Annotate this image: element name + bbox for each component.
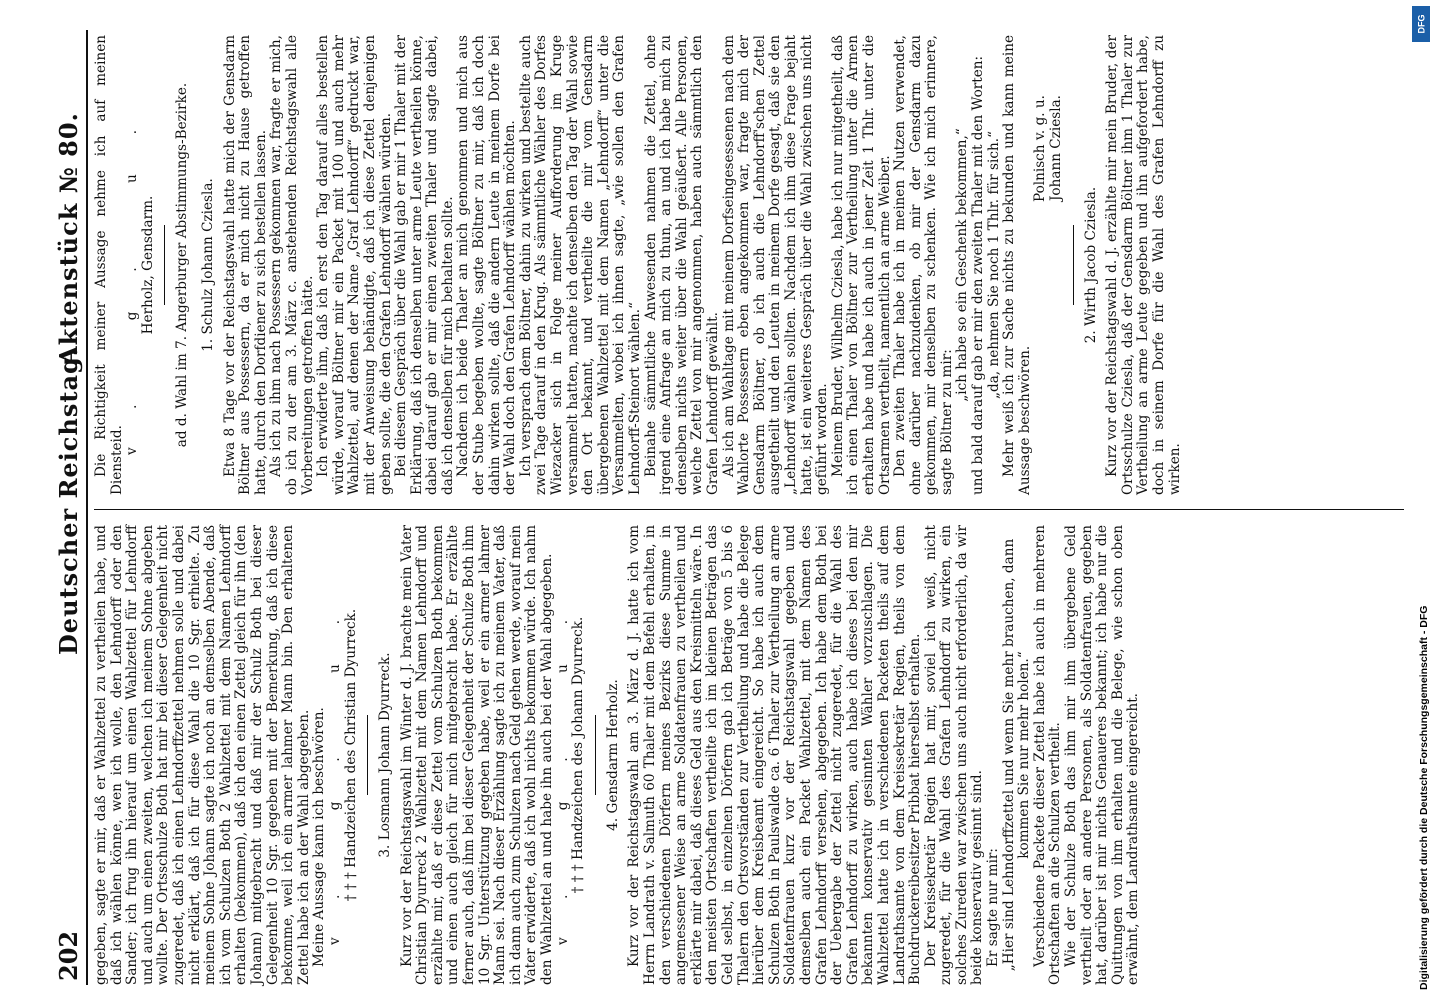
header-rule — [86, 30, 88, 985]
dfg-logo — [1412, 6, 1430, 42]
signature: † † † Handzeichen des Christian Dyurreck. — [342, 608, 359, 902]
page-number: 202 — [54, 930, 83, 981]
vgu-mark: v. g. u. — [124, 89, 141, 455]
quotation: „Hier sind Lehndorffzettel und wenn Sie mehr brauchen, dann kommen Sie nur mehr holen.“ — [1000, 538, 1033, 972]
paragraph: und bald darauf gab er mir den zweiten Thaler mit den Worten: — [970, 55, 987, 495]
paragraph: Beinahe sämmtliche Anwesenden nahmen die Zettel, ohne irgend eine Anfrage an mich zu thun, an und ich habe mich zu denselben nichts weiter über die Wahl geäußert. Alle Personen, welche Zettel von mir angenommen, haben auch sämmtlich den Grafen Lehndorff gewählt. — [642, 35, 721, 495]
separator — [164, 225, 165, 305]
signature: Herholz, Gensdarm. — [139, 195, 156, 335]
paragraph: Als ich zu ihm nach Possessern gekommen war, fragte er mich, ob ich zu der am 3. März c. anstehenden Reichstagswahl alle Vorbereitungen getroffen hätte. — [268, 35, 316, 495]
paragraph: Meine Aussage kann ich beschwören. — [311, 707, 328, 967]
paragraph: Nachdem ich beide Thaler an mich genommen und mich aus der Stube begeben wollte, sagte Böltner zu mir, daß ich doch dahin wirken sollte, daß die andern Leute in meinem Dorfe bei der Wahl doch den Grafen Lehndorff wählen möchten. — [455, 35, 519, 495]
paragraph: Bei diesem Gespräch über die Wahl gab er mir 1 Thaler mit der Erklärung, daß ich denselben unter arme Leute vertheilen könne, dabei darauf gab er mir einen zweiten Thaler und sagte dabei, daß ich denselben für mich behalten sollte. — [393, 35, 456, 495]
paragraph: Als ich am Wahltage mit meinem Dorfseingesessenen nach dem Wahlorte Possessern eben angekommen war, fragte mich der Gensdarm Böltner, ob ich auch die Lehndorff'schen Zettel ausgetheilt und den Leuten in meinem Dorfe gesagt, daß sie den „Lehndorff wählen sollten. Nachdem ich ihm diese Frage bejaht hatte, ist ein weiteres Gespräch über die Wahl zwischen uns nicht geführt worden. — [720, 35, 831, 495]
signature-note: Polnisch v. g. u. — [1032, 95, 1049, 203]
paragraph: Etwa 8 Tage vor der Reichstagswahl hatte mich der Gensdarm Böltner aus Possessern, da er mich nicht zu Hause getroffen hatte, durch den Dorfdiener zu sich bestellen lassen. — [221, 35, 269, 495]
paragraph: Kurz vor der Reichstagswahl d. J. erzählte mir mein Bruder, der Ortsschulze Cziesla, daß der Gensdarm Böltner ihm 1 Thaler zur Vertheilung an arme Leute gegeben und ihn aufgefordert habe, doch in seinem Dorfe für die Wahl des Grafen Lehndorff zu wirken. — [1104, 35, 1183, 495]
left-column — [94, 525, 1142, 985]
dfg-logo-text: DFG — [1416, 14, 1426, 34]
vgu-mark: v. g. u. — [554, 579, 571, 945]
paragraph: Verschiedene Packete dieser Zettel habe ich auch in mehreren Ortschaften an die Schulzen vertheilt. — [1031, 525, 1064, 985]
separator — [595, 715, 596, 795]
quotation: „da, nehmen Sie noch 1 Thlr. für sich.“ — [985, 130, 1002, 400]
separator — [1073, 225, 1074, 305]
signature: † † † Handzeichen des Johann Dyurreck. — [570, 616, 587, 894]
paragraph: Den zweiten Thaler habe ich in meinen Nutzen verwendet, ohne darüber nachzudenken, ob mir der Gensdarm dazu gekommen, mir denselben zu schenken. Wie ich mich erinnere, sagte Böltner zu mir: — [892, 35, 955, 495]
dfg-notice: Digitalisierung gefördert durch die Deutsche Forschungsgemeinschaft - DFG — [1418, 605, 1430, 990]
paragraph: gegeben, sagte er mir, daß er Wahlzettel zu vertheilen habe, und daß ich wählen könne, wen ich wolle, den Lehndorff oder den Sander; ich frug ihn hierauf um einen Wahlzettel für Lehndorff und auch um einen zweiten, welchen ich meinem Sohne abgeben wollte. Der Ortsschulze Both hat mir bei dieser Gelegenheit nicht zugeredet, daß ich einen Lehndorffzettel nehmen solle und dabei nicht erklärt, daß ich für diese Wahl die 10 Sgr. erhielte. Zu meinem Sohne Johann sagte ich noch an demselben Abende, daß ich vom Schulzen Both 2 Wahlzettel mit dem Namen Lehndorff erhalten (bekommen), daß ich den einen Zettel gleich für ihn (den Johann) mitgebracht und daß mir der Schulz Both bei dieser Gelegenheit 10 Sgr. gegeben mit der Bemerkung, daß ich diese bekomme, weil ich ein armer lahmer Mann bin. Den erhaltenen Zettel habe ich an der Wahl abgegeben. — [93, 525, 312, 985]
running-title-left: Deutscher Reichstag. — [54, 346, 83, 655]
paragraph: Kurz vor der Reichstagswahl im Winter d. J. brachte mein Vater Christian Dyurreck 2 Wahlzettel mit dem Namen Lehndorff und erzählte mir, daß er diese Zettel vom Schulzen Both bekommen und einen auch gleich für mich mitgebracht habe. Er erzählte ferner auch, daß ihm bei dieser Gelegenheit der Schulze Both ihm 10 Sgr. Unterstützung gegeben habe, weil er ein armer lahmer Mann sei. Nach dieser Erzählung sagte ich zu meinem Vater, daß ich dann auch zum Schulzen nach Geld gehen werde, worauf mein Vater erwiderte, daß ich wohl nichts bekommen würde. Ich nahm den Wahlzettel an und habe ihn auch bei der Wahl abgegeben. — [398, 525, 556, 985]
section-heading: ad d. Wahl im 7. Angerburger Abstimmungs-Bezirke. — [174, 82, 191, 448]
paragraph: Wie der Schulze Both das ihm mir ihm übergebene Geld vertheilt oder an andere Personen, als Soldatenfrauen, gegeben hat, darüber ist mir nichts Genaueres bekannt; ich habe nur die Quittungen von ihm erhalten und die Belege, wie schon oben erwähnt, dem Landrathsamte eingereicht. — [1063, 525, 1142, 985]
paragraph: Mehr weiß ich zur Sache nichts zu bekunden und kann meine Aussage beschwören. — [1001, 35, 1033, 495]
separator — [367, 715, 368, 795]
vgu-mark: v. g. u. — [326, 579, 343, 945]
section-heading: 4. Gensdarm Herholz. — [604, 679, 621, 831]
column-rule — [94, 509, 1404, 510]
paragraph: Meinem Bruder, Wilhelm Cziesla, habe ich nur mitgetheilt, daß ich einen Thaler von Böltner zur Vertheilung unter die Armen erhalten habe und habe ich auch in jener Zeit 1 Thlr. unter die Ortsarmen vertheilt, namentlich an arme Weiber. — [829, 35, 893, 495]
section-heading: 3. Losmann Johann Dyurreck. — [377, 652, 394, 858]
paragraph: Ich versprach dem Böltner, dahin zu wirken und bestellte auch zwei Tage darauf in den Krug. Als sämmtliche Wähler des Dorfes Wiezacker sich in Folge meiner Aufforderung im Kruge versammelt hatten, machte ich denselben den Tag der Wahl sowie den Ort bekannt, und vertheilte die mir vom Gensdarm übergebenen Wahlzettel mit dem Namen „Lehndorff“ unter die Versammelten, wobei ich ihnen sagte, „wie sollen den Grafen Lehndorff-Steinort wählen.“ — [517, 35, 643, 495]
signature: Johann Cziesla. — [1048, 95, 1065, 202]
paragraph: Die Richtigkeit meiner Aussage nehme ich auf meinen Diensteid. — [93, 35, 125, 495]
page-header — [48, 25, 90, 985]
running-title-right: Aktenstück № 80. — [54, 112, 83, 365]
rotated-page-content — [48, 25, 1413, 985]
right-column — [94, 35, 1183, 495]
paragraph: Er sagte nur mir: — [985, 848, 1002, 967]
paragraph: Kurz vor der Reichstagswahl am 3. März d. J. hatte ich vom Herrn Landrath v. Salmuth 60 Thaler mit dem Befehl erhalten, in den verschiedenen Dörfern meines Bezirks diese Summe in angemessener Weise an arme Soldatenfrauen zu vertheilen und erklärte mir dabei, daß dieses Geld aus den Kreismitteln wäre. In den meisten Ortschaften vertheilte ich im kleinen Beträgen das Geld selbst, in einzelnen Dörfern gab ich Beträge von 5 bis 6 Thalern den Ortsvorständen zur Vertheilung und habe die Belege hierüber dem Kreisbeamt eingereicht. So habe ich auch dem Schulzen Both in Paulswalde ca. 6 Thaler zur Vertheilung an arme Soldatenfrauen kurz vor der Reichstagswahl gegeben und demselben auch ein Packet Wahlzettel, mit dem Namen des Grafen Lehndorff versehen, abgegeben. Ich habe dem Both bei der Uebergabe der Zettel nicht zugeredet, für die Wahl des Grafen Lehndorff zu wirken, auch habe ich dieses bei den mir bekannten konservativ gesinnten Wähler vorzuschlagen. Die Wahlzettel hatte ich in verschiedenen Packeten theils auf dem Landrathsamte von dem Kreissekretär Regien, theils von dem Buchdruckereibesitzer Pribbat hierselbst erhalten. — [626, 525, 924, 985]
paragraph: Ich erwiderte ihm, daß ich erst den Tag darauf alles bestellen würde, worauf Böltner mir ein Packet mit 100 und auch mehr Wahlzettel, auf denen der Name „Graf Lehndorff“ gedruckt war, mit der Anweisung behändigte, daß ich diese Zettel denjenigen geben sollte, die den Grafen Lehndorff wählen würden. — [315, 35, 394, 495]
paragraph: Der Kreissekretär Regien hat mir, soviel ich weiß, nicht zugeredet, für die Wahl des Grafen Lehndorff zu wirken, ein solches Zureden war zwischen uns auch nicht erforderlich, da wir beide konservativ gesinnt sind. — [922, 525, 986, 985]
section-heading: 1. Schulz Johann Czieslа. — [199, 178, 216, 352]
section-heading: 2. Wirth Jacob Cziesla. — [1082, 186, 1099, 344]
quotation: „ich habe so ein Geschenk bekommen,“ — [954, 128, 971, 402]
